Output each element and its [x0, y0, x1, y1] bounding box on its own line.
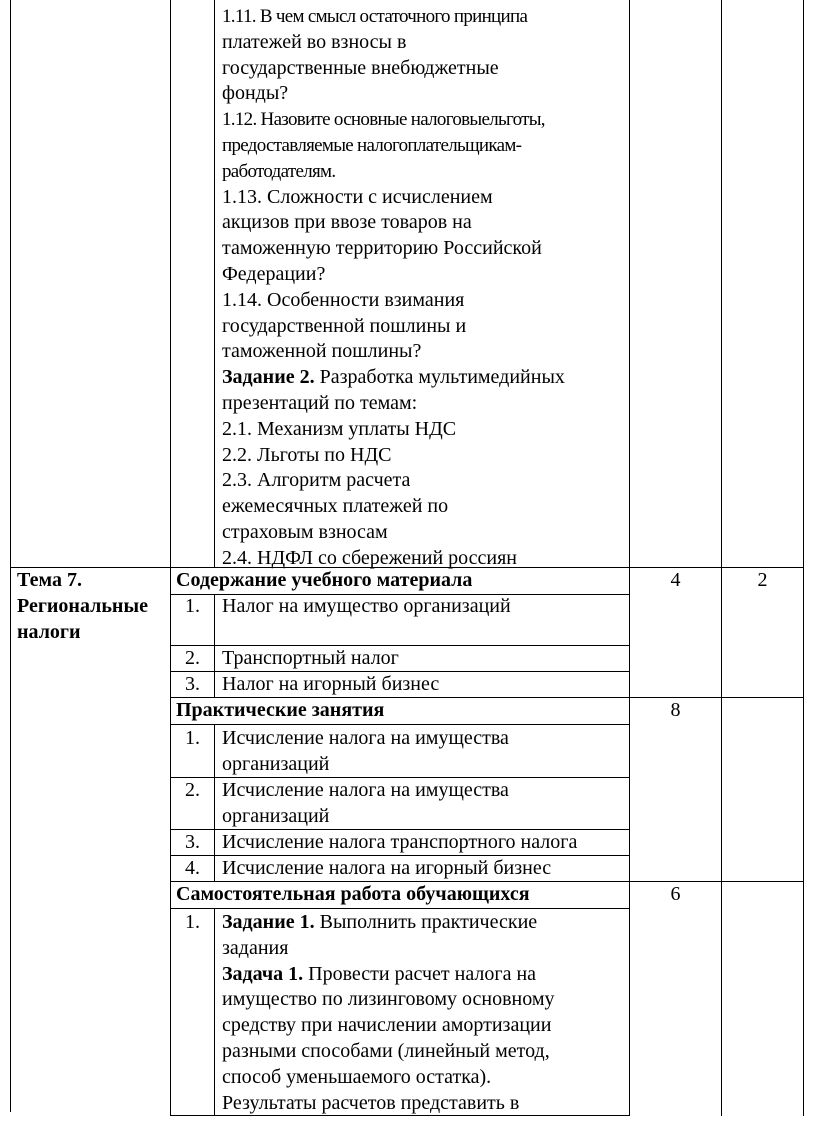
question-line: 1.11. В чем смысл остаточного принципа	[222, 6, 528, 27]
selfwork-section-header: Самостоятельная работа обучающихся	[176, 883, 530, 905]
problem1-line: средству при начислении амортизации	[222, 1014, 552, 1037]
content-item-num: 2.	[185, 647, 200, 669]
content-item-text: Налог на имущество организаций	[222, 595, 511, 617]
problem1-line: способ уменьшаемого остатка).	[222, 1065, 492, 1088]
question-line: работодателям.	[222, 160, 336, 182]
content-hours: 4	[670, 569, 681, 591]
topic-line: налоги	[17, 620, 81, 643]
selfwork-hours: 6	[670, 883, 681, 905]
task2-line: ежемесячных платежей по	[222, 495, 449, 518]
problem1-line: имущество по лизинговому основному	[222, 988, 555, 1011]
practical-item-text: Исчисление налога транспортного налога	[222, 831, 578, 853]
practical-item-num: 1.	[185, 727, 200, 749]
question-line: акцизов при ввозе товаров на	[222, 211, 472, 234]
task1-line: задания	[222, 936, 289, 959]
question-line: 1.14. Особенности взимания	[222, 288, 465, 311]
practical-item-num: 3.	[185, 831, 200, 853]
question-line: предоставляемые налогоплательщикам-	[222, 134, 522, 156]
topic-line: Региональные	[17, 594, 148, 617]
content-item-num: 1.	[185, 595, 200, 617]
practical-item-line: организаций	[222, 804, 330, 827]
question-line: государственной пошлины и	[222, 314, 467, 337]
problem1-line: разными способами (линейный метод,	[222, 1039, 550, 1062]
task1-text: Выполнить практические	[314, 911, 538, 933]
practical-item-line: Исчисление налога на имущества	[222, 779, 509, 801]
content-item-text: Транспортный налог	[222, 647, 399, 669]
content-item-num: 3.	[185, 673, 200, 695]
practical-item-text	[222, 726, 509, 778]
practical-item-num: 4.	[185, 857, 200, 879]
task2-label: Задание 2.	[222, 366, 315, 389]
question-line: государственные внебюджетные	[222, 56, 499, 79]
task2-line: 2.4. НДФЛ со сбережений россиян	[222, 546, 518, 569]
content-item-text: Налог на игорный бизнес	[222, 673, 440, 695]
problem1-heading	[222, 962, 555, 988]
question-line: 1.12. Назовите основные налоговыельготы,	[222, 109, 545, 131]
question-line: фонды?	[222, 82, 289, 105]
problem1-line: Результаты расчетов представить в	[222, 1091, 520, 1114]
question-line: таможенной пошлины?	[222, 340, 422, 363]
task2-line: 2.3. Алгоритм расчета	[222, 469, 411, 492]
task2-line: презентаций по темам:	[222, 391, 418, 414]
selfwork-item-num: 1.	[185, 911, 200, 933]
practical-item-num: 2.	[185, 779, 200, 801]
question-line: платежей во взносы в	[222, 30, 407, 53]
question-line: 1.13. Сложности с исчислением	[222, 185, 493, 208]
content-section-header: Содержание учебного материала	[176, 569, 473, 591]
practical-item-line: организаций	[222, 752, 330, 775]
task2-heading	[222, 365, 565, 391]
selfwork-item-text	[222, 910, 555, 1116]
practical-item-text: Исчисление налога на игорный бизнес	[222, 857, 552, 879]
topic-title	[17, 568, 148, 645]
topic-line: Тема 7.	[17, 569, 82, 591]
task2-text: Разработка мультимедийных	[314, 366, 565, 389]
task2-line: страховым взносам	[222, 520, 388, 543]
practical-hours: 8	[670, 699, 681, 721]
practical-section-header: Практические занятия	[176, 699, 385, 721]
problem1-text: Провести расчет налога на	[303, 962, 537, 985]
task1-heading	[222, 910, 555, 936]
task2-line: 2.1. Механизм уплаты НДС	[222, 417, 457, 440]
practical-item-line: Исчисление налога на имущества	[222, 727, 509, 749]
content-level: 2	[757, 569, 768, 591]
practical-item-text	[222, 778, 509, 830]
question-line: Федерации?	[222, 262, 326, 285]
task2-line: 2.2. Льготы по НДС	[222, 443, 392, 466]
continued-questions-block	[222, 4, 565, 572]
question-line: таможенную территорию Российской	[222, 237, 542, 260]
problem1-label: Задача 1.	[222, 962, 304, 985]
task1-label: Задание 1.	[222, 911, 315, 933]
